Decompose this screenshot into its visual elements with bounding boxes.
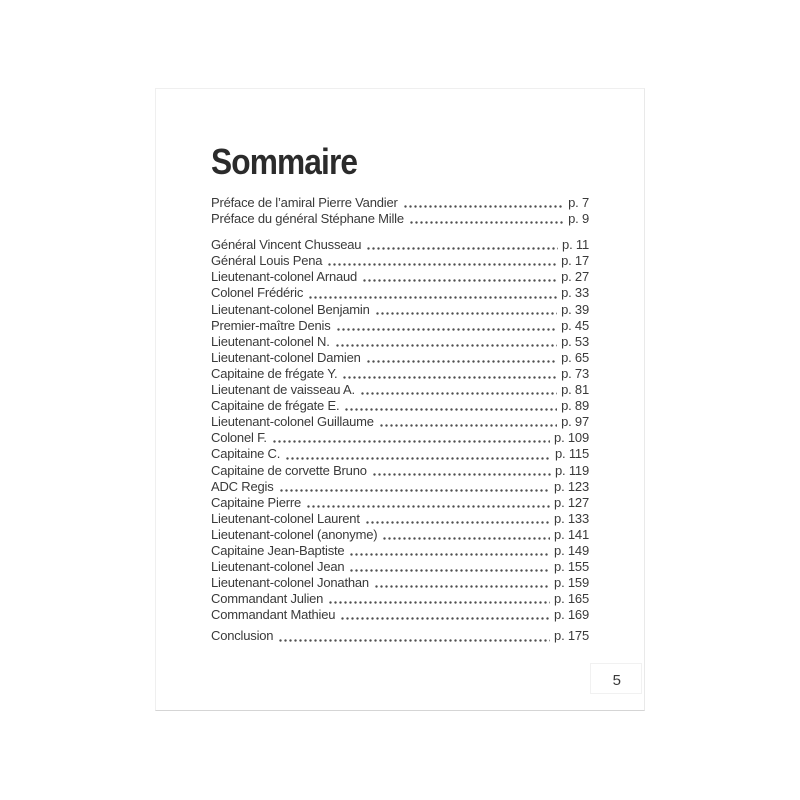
toc-row xyxy=(211,527,589,543)
toc-row xyxy=(211,382,589,398)
toc-entry-page: p. 9 xyxy=(568,211,589,227)
toc-row xyxy=(211,463,589,479)
toc-entry-page: p. 169 xyxy=(554,607,589,623)
toc-entry-label: Capitaine de corvette Bruno xyxy=(211,462,367,478)
toc-entry-page: p. 65 xyxy=(561,349,589,365)
toc-dots-leader xyxy=(308,296,557,299)
toc-row xyxy=(211,211,589,227)
toc-dots-leader xyxy=(342,376,557,379)
toc-entry-label: Colonel F. xyxy=(211,430,267,446)
toc-entry-label: Lieutenant-colonel Arnaud xyxy=(211,269,358,285)
toc-row xyxy=(211,628,589,644)
book-page xyxy=(155,88,645,711)
toc-entry-page: p. 53 xyxy=(561,333,589,349)
toc-entry-label: Colonel Frédéric xyxy=(211,285,304,301)
toc-entry-label: Lieutenant-colonel Jonathan xyxy=(211,575,369,591)
toc-row xyxy=(211,575,589,591)
toc-entry-label: Général Louis Pena xyxy=(211,253,323,269)
toc-entry-page: p. 27 xyxy=(561,269,589,285)
toc-entry-label: Commandant Julien xyxy=(211,591,324,607)
toc-entry-label: Lieutenant de vaisseau A. xyxy=(211,382,355,398)
toc-dots-leader xyxy=(328,601,550,604)
toc-entry-page: p. 17 xyxy=(561,253,589,269)
toc-dots-leader xyxy=(278,639,550,642)
toc-entry-page: p. 7 xyxy=(568,195,589,210)
toc-entry-label: Capitaine Jean-Baptiste xyxy=(211,542,345,558)
toc-entry-page: p. 165 xyxy=(554,591,589,607)
toc-entry-label: Lieutenant-colonel Benjamin xyxy=(211,301,370,317)
toc-row xyxy=(211,334,589,350)
page-number: 5 xyxy=(612,672,621,689)
toc-entry-label: Lieutenant-colonel (anonyme) xyxy=(211,526,378,542)
toc-dots-leader xyxy=(379,424,557,427)
toc-entry-page: p. 175 xyxy=(554,628,589,644)
toc-dots-leader xyxy=(362,279,557,282)
toc-entry-page: p. 97 xyxy=(561,414,589,430)
toc-entry-page: p. 33 xyxy=(561,285,589,301)
toc-entry-label: Préface du général Stéphane Mille xyxy=(211,211,404,227)
toc-entry-label: Lieutenant-colonel Guillaume xyxy=(211,414,374,430)
toc-entry-page: p. 119 xyxy=(555,462,589,478)
toc-entry-page: p. 141 xyxy=(554,526,589,542)
toc-entry-page: p. 11 xyxy=(562,237,589,253)
toc-entry-page: p. 39 xyxy=(561,301,589,317)
toc-row xyxy=(211,591,589,607)
toc-entry-label: Général Vincent Chusseau xyxy=(211,237,362,253)
toc-entry-label: Capitaine C. xyxy=(211,446,281,462)
toc-entry-page: p. 109 xyxy=(554,430,589,446)
toc-row xyxy=(211,253,589,269)
toc-dots-leader xyxy=(335,344,557,347)
toc-row xyxy=(211,285,589,301)
toc-entry-page: p. 45 xyxy=(561,317,589,333)
toc-entry-page: p. 81 xyxy=(561,382,589,398)
toc-entry-page: p. 159 xyxy=(554,575,589,591)
toc-row xyxy=(211,559,589,575)
toc-entry-page: p. 123 xyxy=(554,478,589,494)
toc-dots-leader xyxy=(279,489,551,492)
toc-entry-label: Lieutenant-colonel Laurent xyxy=(211,510,360,526)
toc-entry-page: p. 73 xyxy=(561,365,589,381)
toc-row xyxy=(211,479,589,495)
toc-section-prefaces xyxy=(211,195,589,227)
toc-row xyxy=(211,543,589,559)
table-of-contents xyxy=(211,195,589,645)
toc-entry-label: Capitaine de frégate E. xyxy=(211,398,340,414)
toc-row xyxy=(211,366,589,382)
toc-row xyxy=(211,398,589,414)
toc-entry-page: p. 149 xyxy=(554,542,589,558)
toc-entry-label: Lieutenant-colonel N. xyxy=(211,333,330,349)
toc-entry-page: p. 115 xyxy=(555,446,589,462)
toc-dots-leader xyxy=(360,392,557,395)
toc-entry-label: Lieutenant-colonel Damien xyxy=(211,349,361,365)
toc-entry-label: Commandant Mathieu xyxy=(211,607,336,623)
toc-dots-leader xyxy=(306,505,550,508)
toc-dots-leader xyxy=(272,440,550,443)
toc-entry-label: Lieutenant-colonel Jean xyxy=(211,559,345,575)
toc-row xyxy=(211,350,589,366)
toc-row xyxy=(211,511,589,527)
page-number-box xyxy=(590,663,642,694)
toc-dots-leader xyxy=(374,585,550,588)
toc-dots-leader xyxy=(366,247,558,250)
toc-section-conclusion xyxy=(211,628,589,644)
toc-entry-label: Préface de l’amiral Pierre Vandier xyxy=(211,195,398,210)
toc-row xyxy=(211,446,589,462)
toc-entry-page: p. 155 xyxy=(554,559,589,575)
toc-row xyxy=(211,302,589,318)
toc-dots-leader xyxy=(336,328,558,331)
toc-dots-leader xyxy=(372,473,551,476)
toc-dots-leader xyxy=(366,360,557,363)
toc-dots-leader xyxy=(327,263,557,266)
toc-entry-page: p. 133 xyxy=(554,510,589,526)
toc-row xyxy=(211,269,589,285)
toc-row xyxy=(211,495,589,511)
toc-section-portraits xyxy=(211,237,589,623)
toc-dots-leader xyxy=(382,537,550,540)
toc-entry-label: Capitaine Pierre xyxy=(211,494,302,510)
toc-dots-leader xyxy=(349,553,550,556)
toc-row xyxy=(211,195,589,211)
toc-entry-label: Conclusion xyxy=(211,628,274,644)
toc-row xyxy=(211,414,589,430)
toc-entry-label: Premier-maître Denis xyxy=(211,317,331,333)
toc-entry-page: p. 89 xyxy=(561,398,589,414)
toc-dots-leader xyxy=(285,457,551,460)
toc-dots-leader xyxy=(340,617,550,620)
toc-row xyxy=(211,430,589,446)
toc-dots-leader xyxy=(375,312,557,315)
toc-dots-leader xyxy=(365,521,550,524)
page-title: Sommaire xyxy=(211,141,358,182)
toc-entry-label: ADC Regis xyxy=(211,478,274,494)
toc-dots-leader xyxy=(344,408,557,411)
toc-dots-leader xyxy=(409,221,564,224)
toc-row xyxy=(211,607,589,623)
toc-entry-label: Capitaine de frégate Y. xyxy=(211,365,338,381)
toc-row xyxy=(211,237,589,253)
toc-row xyxy=(211,318,589,334)
toc-dots-leader xyxy=(403,205,565,208)
toc-entry-page: p. 127 xyxy=(554,494,589,510)
toc-dots-leader xyxy=(349,569,550,572)
